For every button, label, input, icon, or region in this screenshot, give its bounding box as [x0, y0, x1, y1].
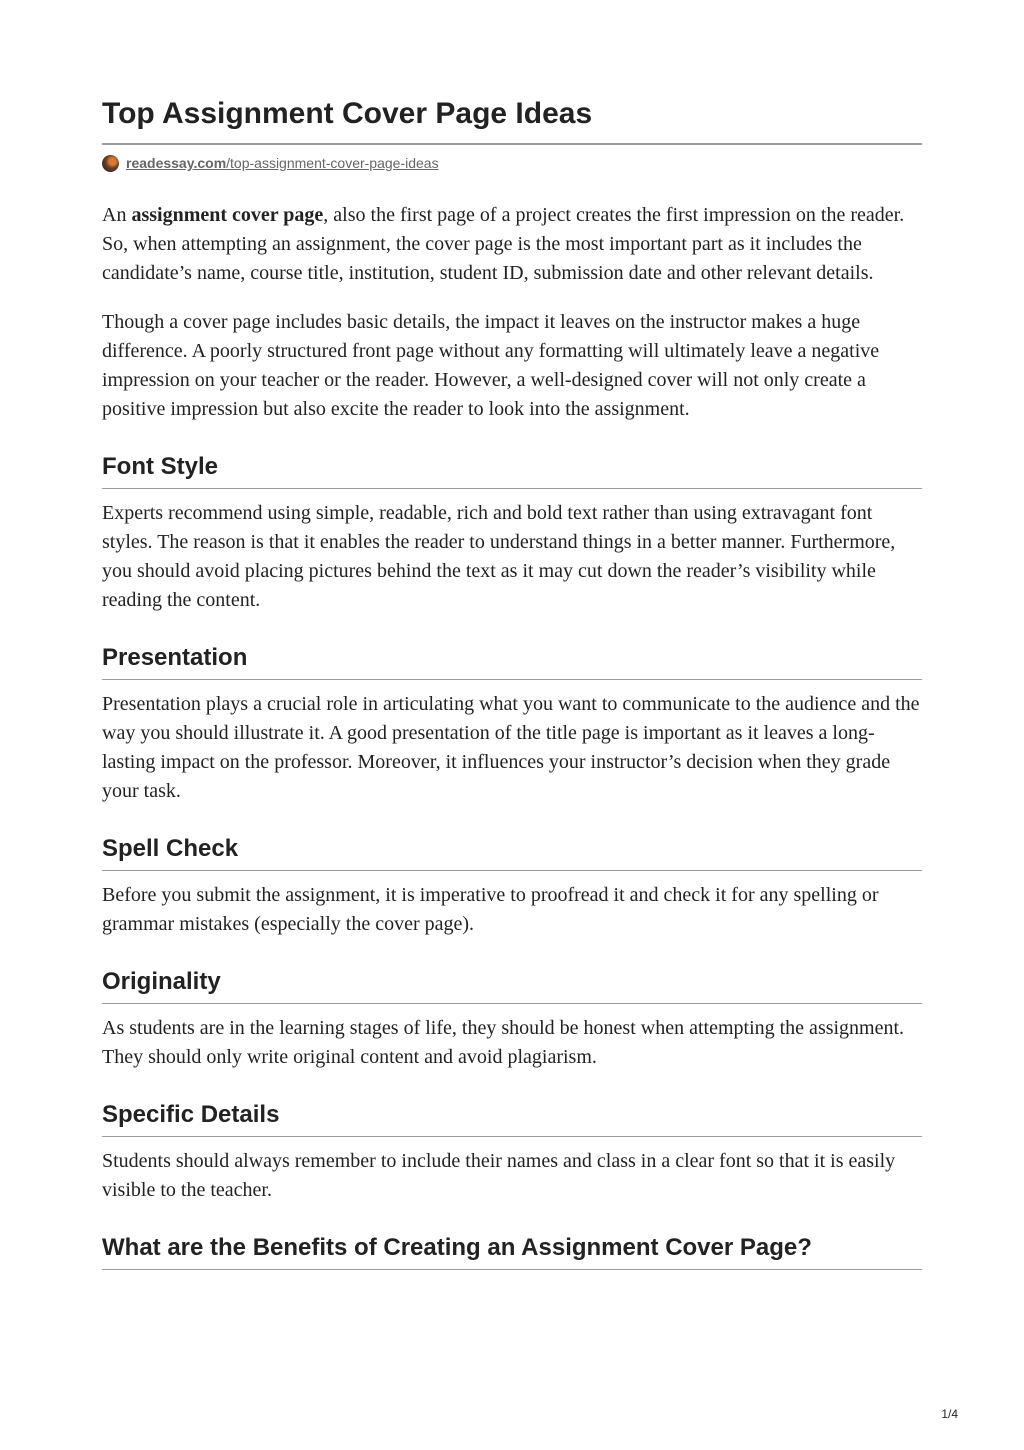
section-body: Experts recommend using simple, readable, rich and bold text rather than using extravagant font styles. The reason is that it enables the reader to understand things in a better manner. Furthermore, you should avoid placing pictures behind the text as it may cut down the reader’s visibility while reading the content. [102, 502, 896, 611]
page-number: 1/4 [941, 1407, 958, 1421]
section-heading: Presentation [102, 644, 248, 671]
section-heading: Spell Check [102, 835, 239, 862]
section-heading: Specific Details [102, 1101, 280, 1128]
intro-prefix: An [102, 204, 132, 226]
section-body: Presentation plays a crucial role in articulating what you want to communicate to the audience and the way you should illustrate it. A good presentation of the title page is important as it leaves a long-lasting impact on the professor. Moreover, it influences your instructor’s decision when they grade your task. [102, 693, 920, 802]
section-divider [102, 488, 922, 489]
section-specific-details [102, 1100, 922, 1205]
intro-bold-term: assignment cover page [131, 204, 324, 226]
section-originality [102, 967, 922, 1072]
intro-paragraph-1 [102, 201, 922, 288]
section-divider [102, 1269, 922, 1270]
section-divider [102, 870, 922, 871]
source-line [102, 153, 922, 173]
site-favicon-icon [102, 155, 119, 172]
section-presentation [102, 643, 922, 806]
section-body: Before you submit the assignment, it is imperative to proofread it and check it for any spelling or grammar mistakes (especially the cover page). [102, 884, 879, 935]
intro-paragraph-2: Though a cover page includes basic details, the impact it leaves on the instructor makes a huge difference. A poorly structured front page without any formatting will ultimately leave a negative impression on your teacher or the reader. However, a well-designed cover will not only create a positive impression but also excite the reader to look into the assignment. [102, 311, 880, 420]
section-divider [102, 1003, 922, 1004]
page-title: Top Assignment Cover Page Ideas [102, 97, 593, 130]
section-benefits [102, 1233, 922, 1270]
section-body: As students are in the learning stages of life, they should be honest when attempting the assignment. They should only write original content and avoid plagiarism. [102, 1017, 905, 1068]
intro-rest: , also the first page of a project creates the first impression on the reader. So, when attempting an assignment, the cover page is the most important part as it includes the candidate’s name, course title, institution, student ID, submission date and other relevant details. [102, 204, 905, 284]
section-spell-check [102, 834, 922, 939]
source-link[interactable] [126, 155, 439, 171]
section-divider [102, 1136, 922, 1137]
title-divider [102, 143, 922, 145]
intro [102, 201, 922, 424]
section-divider [102, 679, 922, 680]
section-body: Students should always remember to include their names and class in a clear font so that it is easily visible to the teacher. [102, 1150, 896, 1201]
source-path: /top-assignment-cover-page-ideas [226, 155, 439, 171]
section-heading: What are the Benefits of Creating an Assignment Cover Page? [102, 1234, 812, 1261]
section-font-style [102, 452, 922, 615]
document-page [102, 94, 922, 1280]
section-heading: Font Style [102, 453, 219, 480]
source-domain: readessay.com [126, 155, 227, 171]
section-heading: Originality [102, 968, 221, 995]
